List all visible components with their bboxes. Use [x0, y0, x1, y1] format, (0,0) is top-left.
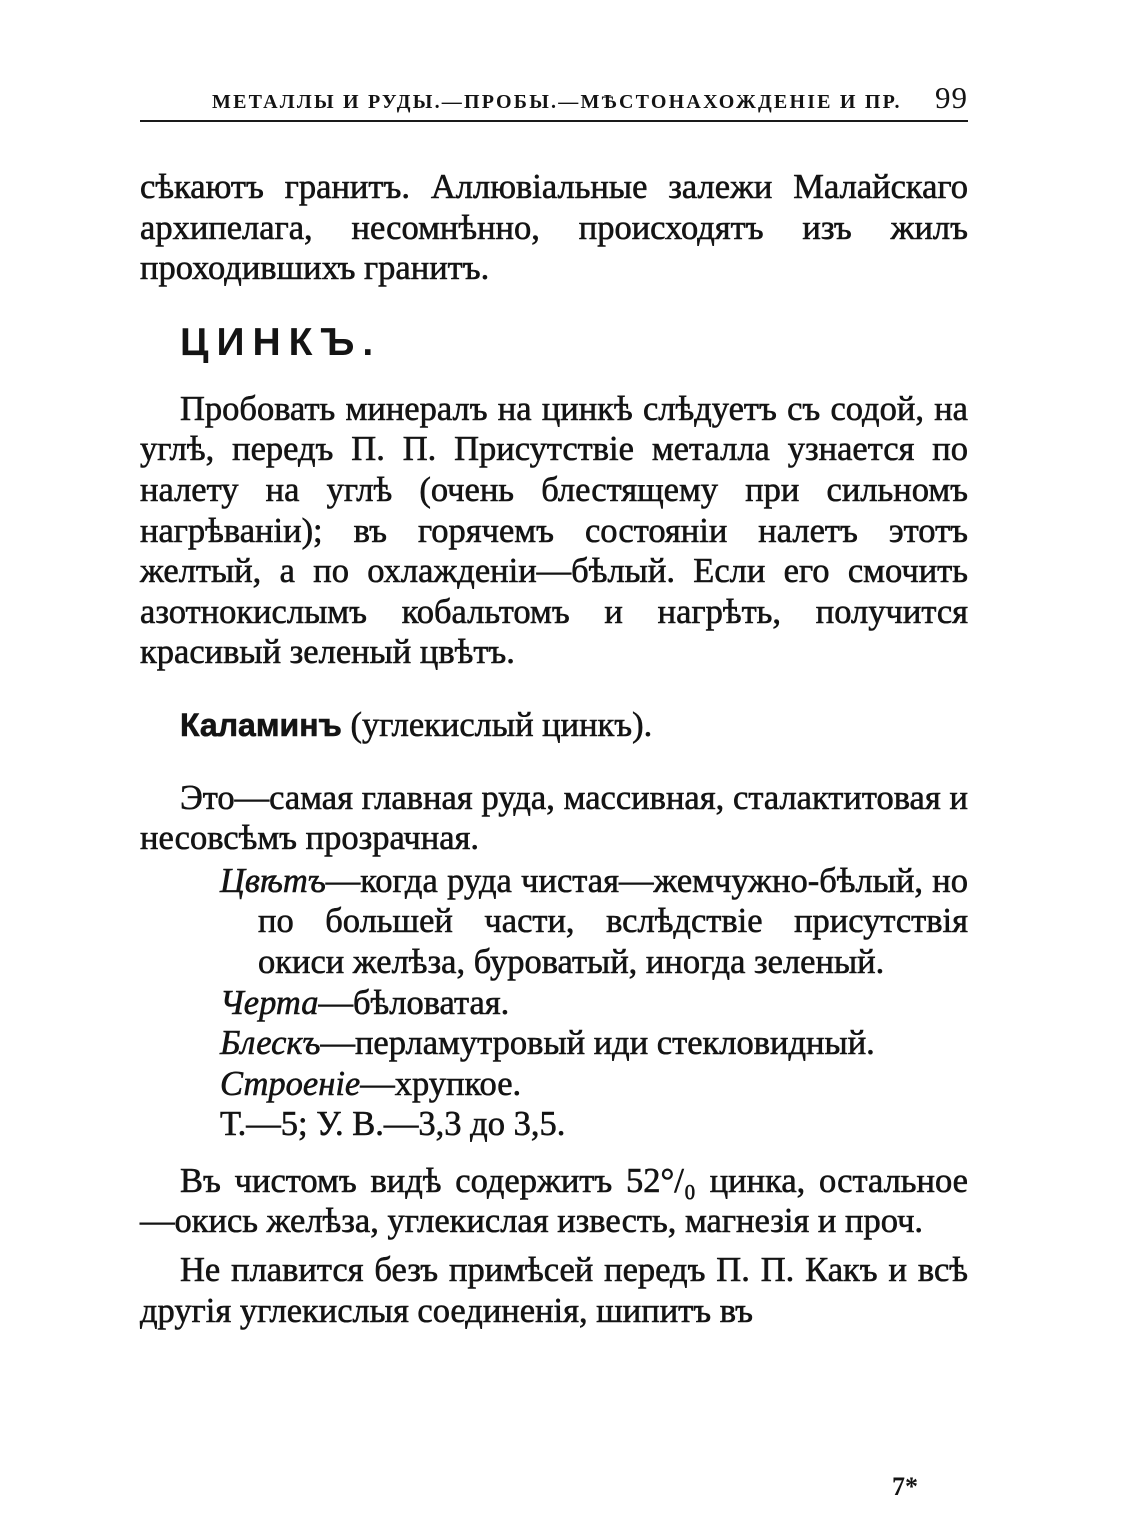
- properties-list: [140, 861, 968, 1145]
- continued-paragraph: сѣкаютъ гранитъ. Аллювіальные залежи Малайскаго архипелага, несомнѣнно, происходятъ изъ жилъ проходившихъ гранитъ.: [140, 168, 968, 288]
- running-header: [140, 80, 968, 122]
- property-term: Черта: [220, 983, 319, 1022]
- property-color: [220, 861, 968, 983]
- running-title: МЕТАЛЛЫ И РУДЫ.—ПРОБЫ.—МѢСТОНАХОЖДЕНІЕ И ПР.: [212, 91, 902, 113]
- page-number: 99: [935, 80, 968, 115]
- section-heading: ЦИНКЪ.: [180, 320, 382, 364]
- property-term: Блескъ: [220, 1024, 321, 1063]
- property-streak: [220, 983, 968, 1024]
- property-value: —бѣловатая.: [318, 983, 510, 1022]
- signature-mark: 7*: [892, 1472, 918, 1501]
- property-value: —перламутровый иди стекловидный.: [320, 1024, 875, 1063]
- property-hardness: Т.—5; У. В.—3,3 до 3,5.: [220, 1105, 566, 1144]
- property-luster: [220, 1023, 968, 1064]
- fusion-paragraph: Не плавится безъ примѣсей передъ П. П. Какъ и всѣ другія углекислыя соединенія, шипитъ въ: [140, 1251, 968, 1330]
- mineral-note: (углекислый цинкъ).: [341, 705, 653, 744]
- book-page: [140, 80, 968, 1331]
- probe-paragraph: Пробовать минералъ на цинкѣ слѣдуетъ съ содой, на углѣ, передъ П. П. Присутствіе металла узнается по налету на углѣ (очень блестящему при сильномъ нагрѣваніи); въ горячемъ состояніи налетъ этотъ желтый, а по охлажденіи—бѣлый. Если его смочить азотнокислымъ кобальтомъ и нагрѣть, получится красивый зеленый цвѣтъ.: [140, 389, 968, 672]
- mineral-subheading: [140, 705, 968, 746]
- composition-paragraph: Въ чистомъ видѣ содержитъ 52°/₀ цинка, остальное—окись желѣза, углекислая известь, магнезія и проч.: [140, 1161, 968, 1241]
- property-term: Строеніе: [220, 1064, 361, 1103]
- property-term: Цвѣтъ: [220, 861, 326, 900]
- property-value: —хрупкое.: [360, 1064, 522, 1103]
- property-structure: [220, 1064, 968, 1105]
- property-value: —когда руда чистая—жемчужно-бѣлый, но по большей части, вслѣдствіе присутствія окиси желѣза, буроватый, иногда зеленый.: [258, 861, 968, 981]
- mineral-name: Каламинъ: [180, 706, 342, 743]
- description-paragraph: Это—самая главная руда, массивная, сталактитовая и несовсѣмъ прозрачная.: [140, 778, 968, 858]
